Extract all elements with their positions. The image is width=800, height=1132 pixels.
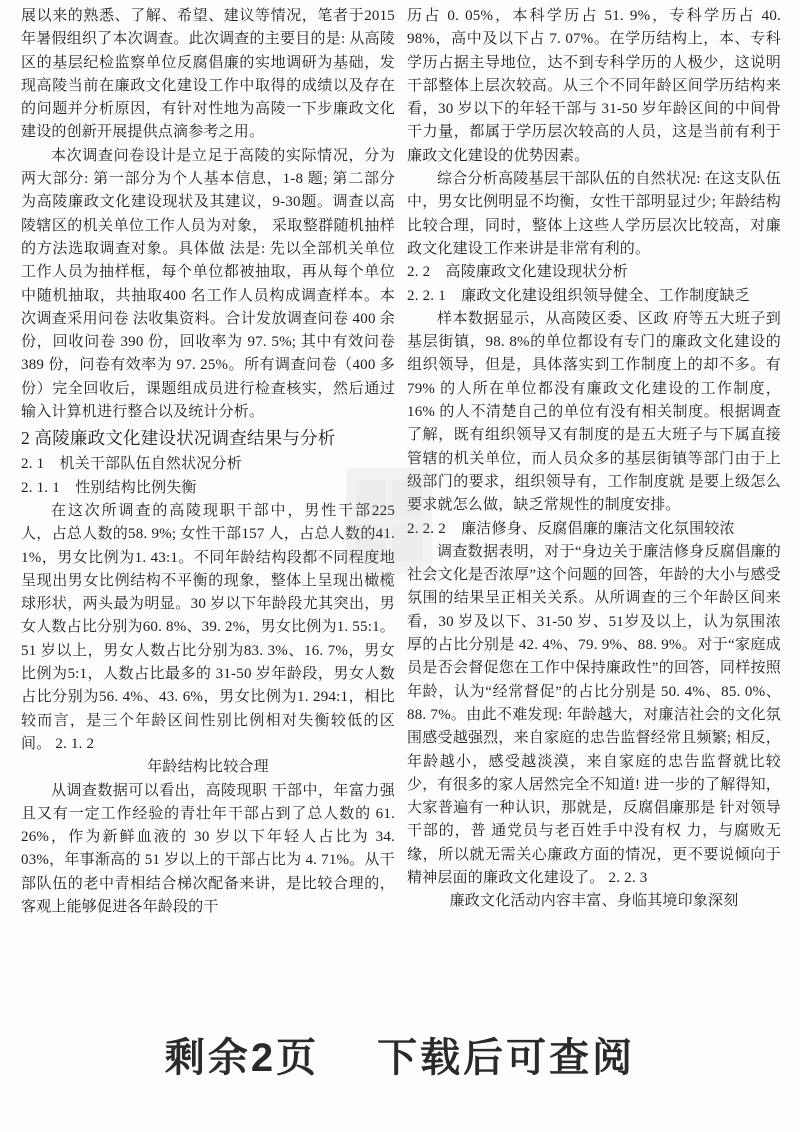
download-hint-text: 下载后可查阅 [377,1036,636,1080]
subsection-heading: 2. 2. 1 廉政文化建设组织领导健全、工作制度缺乏 [407,287,750,304]
left-column [21,5,395,919]
paragraph: 样本数据显示，从高陵区委、区政 府等五大班子到基层街镇，98. 8%的单位都设有专门的廉政文化建设的组织领导，但是，具体落实到工作制度上的却不多。有 79% 的人所在单位都没有廉政文化建设的工作制度，16% 的人不清楚自己的单位有没有相关制度。根据调查了解，既有组织领导又有制度的是五大班子与下属直接管辖的机关单位，而人员众多的基层街镇等部门由于上级部门的要求，组织领导有，工作制度就 是要上级怎么要求就怎么做，缺乏常规性的制度安排。 [407,310,781,514]
subsection-heading: 2. 1 机关干部队伍自然状况分析 [21,456,242,473]
centered-heading: 年龄结构比较合理 [147,759,269,776]
paragraph: 本次调查问卷设计是立足于高陵的实际情况，分为两大部分: 第一部分为个人基本信息，1-8 题; 第二部分为高陵廉政文化建设现状及其建议，9-30题。调查以高陵辖区的机关单位工作人员为对象， 采取整群随机抽样的方法选取调查对象。具体做 法是: 先以全部机关单位工作人员为抽样框，每个单位都被抽取，再从每个单位中随机抽取，共抽取400 名工作人员构成调查样本。本次调查采用问卷 法收集资料。合计发放调查问卷 400 余份，回收问卷 390 份，回收率为 97. 5%; 其中有效问卷 389 份，问卷有效率为 97. 25%。所有调查问卷（400 多 份）完全回收后，课题组成员进行检查核实，然后通过输入计算机进行整合以及统计分析。 [21,147,395,421]
section-heading: 2 高陵廉政文化建设状况调查结果与分析 [21,428,336,449]
watermark-logo [356,480,422,562]
paragraph: 在这次所调查的高陵现职干部中，男性干部225 人，占总人数的58. 9%; 女性干部157 人，占总人数的41. 1%，男女比例为1. 43:1。不同年龄结构段都不同程度地呈现出男女比例结构不平衡的现象，整体上呈现出橄榄球形状，两头最为明显。30 岁以下年龄段尤其突出，男女人数占比分别为60. 8%、39. 2%，男女比例为1. 55:1。51 岁以上，男女人数占比分别为83. 3%、16. 7%，男女比例为5:1，人数占比最多的 31-50 岁年龄段，男女人数占比分别为56. 4%、43. 6%，男女比例为1. 294:1，相比较而言，是三个年龄区间性别比例相对失衡较低的区间。 2. 1. 2 [21,502,395,752]
paragraph: 历占 0. 05%，本科学历占 51. 9%，专科学历占 40. 98%，高中及以下占 7. 07%。在学历结构上，本、专科学历占据主导地位，达不到专科学历的人极少，这说明干部整体上层次较高。从三个不同年龄区间学历结构来看，30 岁以下的年轻干部与 31-50 岁年龄区间的中间骨干力量，都属于学历层次较高的人员，这是当前有利于廉政文化建设的优势因素。 [407,8,781,164]
paragraph: 从调查数据可以看出，高陵现职 干部中，年富力强且又有一定工作经验的青壮年干部占到了总人数的 61. 26%，作为新鲜血液的 30 岁以下年轻人占比为 34. 03%，年事渐高的 51 岁以上的干部占比为 4. 71%。从干部队伍的老中青相结合梯次配备来讲，是比较合理的，客观上能够促进各年龄段的干 [21,782,395,915]
watermark [346,468,432,574]
centered-heading: 廉政文化活动内容丰富、身临其境印象深刻 [449,893,739,910]
paragraph: 展以来的熟悉、了解、希望、建议等情况，笔者于2015 年暑假组织了本次调查。此次调查的主要目的是: 从高陵区的基层纪检监察单位反腐倡廉的实地调研为基础，发现高陵当前在廉政文化建设工作中取得的成绩以及存在的问题并分析原因，有针对性地为高陵一下步廉政文化建设的创新开展提供点滴参考之用。 [21,8,395,141]
remaining-pages-notice [0,1026,800,1083]
subsection-heading: 2. 2. 2 廉洁修身、反腐倡廉的廉洁文化氛围较浓 [407,520,735,537]
subsection-heading: 2. 1. 1 性别结构比例失衡 [21,479,197,496]
remaining-pages-text: 剩余2页 [164,1036,320,1080]
right-column [407,5,781,914]
paragraph: 综合分析高陵基层干部队伍的自然状况: 在这支队伍中，男女比例明显不均衡，女性干部明显过少; 年龄结构比较合理，同时，整体上这些人学历层次比较高，对廉政文化建设工作来讲是非常有利的。 [407,171,781,257]
paragraph: 调查数据表明，对于“身边关于廉洁修身反腐倡廉的社会文化是否浓厚”这个问题的回答，年龄的大小与感受氛围的结果呈正相关关系。从所调查的三个年龄区间来看，30 岁及以下、31-50 岁、51岁及以上，认为氛围浓厚的占比分别是 42. 4%、79. 9%、88. 9%。对于“家庭成员是否会督促您在工作中保持廉政性”的回答，同样按照年龄，认为“经常督促”的占比分别是 50. 4%、85. 0%、88. 7%。由此不难发现: 年龄越大，对廉洁社会的文化氛围感受越强烈，来自家庭的忠告监督经常且频繁; 相反，年龄越小，感受越淡漠，来自家庭的忠告监督就比较少，有很多的家人居然完全不知道! 进一步的了解得知，大家普遍有一种认识，那就是，反腐倡廉那是 针对领导干部的，普 通党员与老百姓手中没有权 力，与腐败无缘，所以就无需关心廉政方面的情况，更不要说倾向于精神层面的廉政文化建设了。 2. 2. 3 [407,543,781,886]
subsection-heading: 2. 2 高陵廉政文化建设现状分析 [407,264,628,281]
